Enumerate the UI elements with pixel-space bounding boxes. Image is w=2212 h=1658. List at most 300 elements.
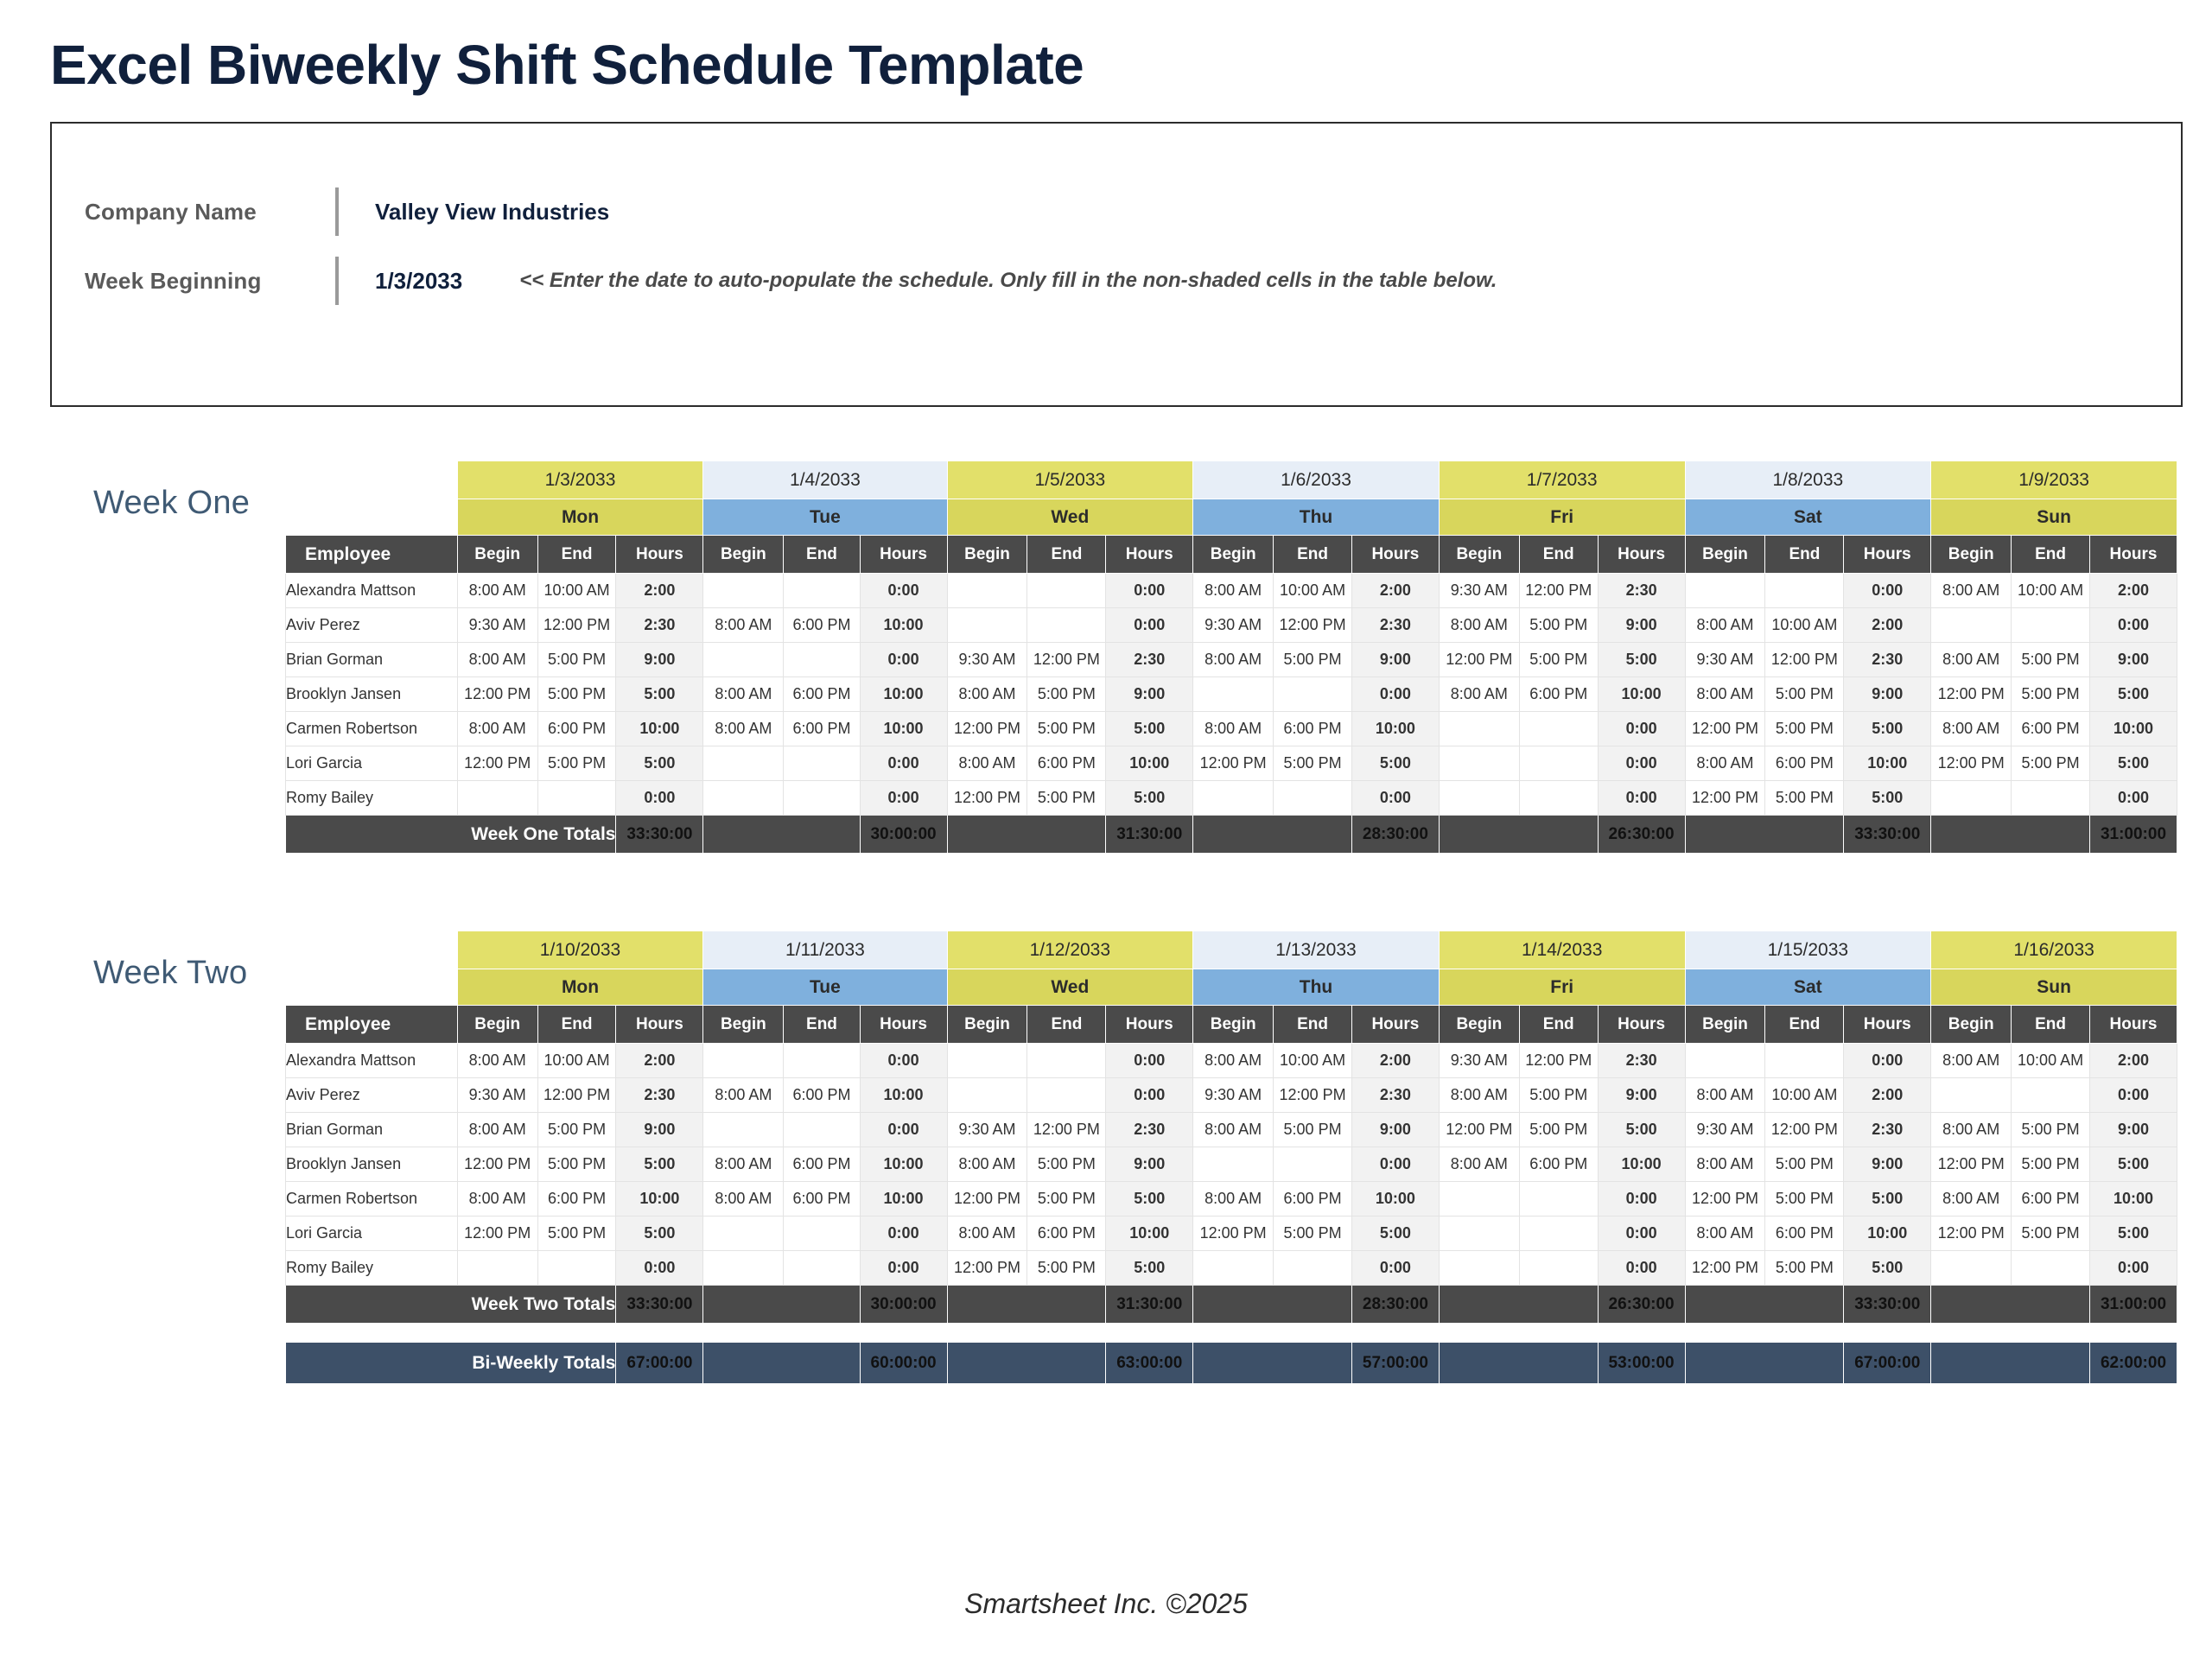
begin-cell[interactable]: 12:00 PM xyxy=(947,712,1027,746)
week-beginning-value[interactable]: 1/3/2033 xyxy=(375,267,463,294)
end-cell[interactable]: 5:00 PM xyxy=(1274,1113,1352,1147)
column-header-end: End xyxy=(537,536,616,574)
table-row xyxy=(286,1251,2177,1286)
begin-cell[interactable] xyxy=(947,1078,1027,1113)
hours-cell: 9:00 xyxy=(1351,1113,1439,1147)
column-header-begin: Begin xyxy=(1685,536,1765,574)
biweekly-total: 63:00:00 xyxy=(1106,1343,1193,1384)
begin-cell[interactable] xyxy=(947,608,1027,643)
begin-cell[interactable]: 8:00 AM xyxy=(1931,1182,2012,1217)
end-cell[interactable] xyxy=(784,1044,860,1078)
begin-cell[interactable] xyxy=(703,1044,784,1078)
end-cell[interactable]: 6:00 PM xyxy=(2012,1182,2090,1217)
begin-cell[interactable]: 9:30 AM xyxy=(1193,1078,1274,1113)
begin-cell[interactable]: 8:00 AM xyxy=(1439,608,1519,643)
instruction-text: << Enter the date to auto-populate the schedule. Only fill in the non-shaded cells in the table below. xyxy=(519,269,1497,293)
begin-cell[interactable]: 8:00 AM xyxy=(1931,574,2012,608)
end-cell[interactable]: 5:00 PM xyxy=(1274,1217,1352,1251)
begin-cell[interactable]: 8:00 AM xyxy=(703,1078,784,1113)
begin-cell[interactable]: 9:30 AM xyxy=(947,1113,1027,1147)
hours-cell: 5:00 xyxy=(1844,1182,1931,1217)
begin-cell[interactable]: 12:00 PM xyxy=(1931,1217,2012,1251)
totals-label: Week Two Totals xyxy=(286,1286,616,1324)
end-cell[interactable]: 6:00 PM xyxy=(1519,1147,1598,1182)
begin-cell[interactable] xyxy=(1931,1251,2012,1286)
end-cell[interactable] xyxy=(1027,1044,1106,1078)
end-cell[interactable]: 12:00 PM xyxy=(1027,643,1106,677)
begin-cell[interactable] xyxy=(703,1251,784,1286)
company-name-value[interactable]: Valley View Industries xyxy=(375,198,610,225)
begin-cell[interactable]: 8:00 AM xyxy=(947,1217,1027,1251)
end-cell[interactable] xyxy=(784,643,860,677)
end-cell[interactable]: 5:00 PM xyxy=(1765,1251,1844,1286)
end-cell[interactable] xyxy=(784,574,860,608)
end-cell[interactable]: 10:00 AM xyxy=(1765,608,1844,643)
end-cell[interactable]: 6:00 PM xyxy=(784,1147,860,1182)
begin-cell[interactable]: 9:30 AM xyxy=(1439,1044,1519,1078)
end-cell[interactable]: 5:00 PM xyxy=(1519,608,1598,643)
hours-cell: 0:00 xyxy=(1598,1251,1685,1286)
hours-cell: 5:00 xyxy=(1351,1217,1439,1251)
end-cell[interactable]: 5:00 PM xyxy=(1027,1147,1106,1182)
employee-name: Brooklyn Jansen xyxy=(286,1147,458,1182)
begin-cell[interactable]: 8:00 AM xyxy=(1931,1044,2012,1078)
begin-cell[interactable]: 8:00 AM xyxy=(1439,677,1519,712)
end-cell[interactable] xyxy=(537,781,616,816)
hours-cell: 2:00 xyxy=(2089,574,2177,608)
hours-cell: 9:00 xyxy=(2089,643,2177,677)
begin-cell[interactable] xyxy=(1193,1147,1274,1182)
column-header-end: End xyxy=(1519,536,1598,574)
end-cell[interactable] xyxy=(784,1113,860,1147)
end-cell[interactable]: 10:00 AM xyxy=(2012,574,2090,608)
begin-cell[interactable] xyxy=(1193,781,1274,816)
end-cell[interactable]: 5:00 PM xyxy=(537,677,616,712)
begin-cell[interactable]: 8:00 AM xyxy=(947,1147,1027,1182)
begin-cell[interactable] xyxy=(703,1217,784,1251)
begin-cell[interactable]: 8:00 AM xyxy=(1931,643,2012,677)
end-cell[interactable]: 5:00 PM xyxy=(1765,1182,1844,1217)
begin-cell[interactable]: 9:30 AM xyxy=(1439,574,1519,608)
column-header-hours: Hours xyxy=(1106,1006,1193,1044)
end-cell[interactable]: 12:00 PM xyxy=(1519,1044,1598,1078)
end-cell[interactable]: 5:00 PM xyxy=(1765,781,1844,816)
end-cell[interactable]: 12:00 PM xyxy=(1765,643,1844,677)
begin-cell[interactable]: 8:00 AM xyxy=(947,746,1027,781)
end-cell[interactable]: 5:00 PM xyxy=(537,1217,616,1251)
end-cell[interactable]: 5:00 PM xyxy=(2012,1113,2090,1147)
divider xyxy=(335,187,339,236)
begin-cell[interactable]: 8:00 AM xyxy=(457,1182,537,1217)
hours-cell: 0:00 xyxy=(2089,1251,2177,1286)
begin-cell[interactable]: 12:00 PM xyxy=(1685,1251,1765,1286)
end-cell[interactable]: 6:00 PM xyxy=(2012,712,2090,746)
biweekly-totals-row xyxy=(286,1343,2177,1384)
end-cell[interactable] xyxy=(1519,1217,1598,1251)
hours-cell: 10:00 xyxy=(2089,712,2177,746)
end-cell[interactable] xyxy=(1027,1078,1106,1113)
week-beginning-label: Week Beginning xyxy=(85,267,262,294)
begin-cell[interactable] xyxy=(1193,677,1274,712)
begin-cell[interactable]: 12:00 PM xyxy=(1931,746,2012,781)
begin-cell[interactable]: 8:00 AM xyxy=(457,712,537,746)
end-cell[interactable]: 5:00 PM xyxy=(1274,746,1352,781)
end-cell[interactable]: 5:00 PM xyxy=(1765,712,1844,746)
begin-cell[interactable] xyxy=(1439,712,1519,746)
begin-cell[interactable]: 9:30 AM xyxy=(947,643,1027,677)
end-cell[interactable]: 5:00 PM xyxy=(1027,677,1106,712)
hours-cell: 10:00 xyxy=(1844,1217,1931,1251)
end-cell[interactable]: 6:00 PM xyxy=(1274,712,1352,746)
begin-cell[interactable]: 8:00 AM xyxy=(703,1147,784,1182)
table-row xyxy=(286,608,2177,643)
begin-cell[interactable] xyxy=(1685,1044,1765,1078)
end-cell[interactable]: 5:00 PM xyxy=(2012,1217,2090,1251)
column-header-begin: Begin xyxy=(947,1006,1027,1044)
hours-cell: 2:00 xyxy=(1844,1078,1931,1113)
begin-cell[interactable] xyxy=(1931,608,2012,643)
hours-cell: 10:00 xyxy=(860,1078,947,1113)
begin-cell[interactable]: 8:00 AM xyxy=(1931,712,2012,746)
end-cell[interactable]: 6:00 PM xyxy=(784,608,860,643)
day-header: Thu xyxy=(1193,499,1440,536)
end-cell[interactable]: 5:00 PM xyxy=(1027,1251,1106,1286)
end-cell[interactable]: 5:00 PM xyxy=(1519,643,1598,677)
hours-cell: 10:00 xyxy=(860,1147,947,1182)
begin-cell[interactable]: 9:30 AM xyxy=(457,608,537,643)
hours-cell: 9:00 xyxy=(1598,608,1685,643)
hours-cell: 9:00 xyxy=(1351,643,1439,677)
end-cell[interactable]: 6:00 PM xyxy=(1765,1217,1844,1251)
hours-cell: 2:30 xyxy=(1351,608,1439,643)
begin-cell[interactable] xyxy=(1439,746,1519,781)
begin-cell[interactable]: 12:00 PM xyxy=(947,1251,1027,1286)
begin-cell[interactable]: 9:30 AM xyxy=(457,1078,537,1113)
end-cell[interactable]: 5:00 PM xyxy=(1765,677,1844,712)
hours-cell: 0:00 xyxy=(860,1113,947,1147)
begin-cell[interactable] xyxy=(1439,1217,1519,1251)
end-cell[interactable] xyxy=(2012,1078,2090,1113)
end-cell[interactable] xyxy=(2012,781,2090,816)
begin-cell[interactable]: 8:00 AM xyxy=(1193,643,1274,677)
end-cell[interactable]: 12:00 PM xyxy=(537,1078,616,1113)
begin-cell[interactable] xyxy=(703,1113,784,1147)
employee-name: Lori Garcia xyxy=(286,746,458,781)
end-cell[interactable]: 5:00 PM xyxy=(2012,746,2090,781)
hours-cell: 10:00 xyxy=(860,677,947,712)
table-row xyxy=(286,781,2177,816)
hours-cell: 10:00 xyxy=(1351,712,1439,746)
column-header-end: End xyxy=(2012,536,2090,574)
begin-cell[interactable]: 12:00 PM xyxy=(457,677,537,712)
hours-cell: 9:00 xyxy=(616,1113,703,1147)
hours-cell: 5:00 xyxy=(1844,1251,1931,1286)
hours-cell: 10:00 xyxy=(1106,1217,1193,1251)
hours-cell: 10:00 xyxy=(616,712,703,746)
begin-cell[interactable]: 12:00 PM xyxy=(1439,643,1519,677)
begin-cell[interactable]: 8:00 AM xyxy=(1685,746,1765,781)
end-cell[interactable]: 6:00 PM xyxy=(537,712,616,746)
column-header-end: End xyxy=(1027,536,1106,574)
end-cell[interactable] xyxy=(2012,608,2090,643)
end-cell[interactable]: 6:00 PM xyxy=(1519,677,1598,712)
begin-cell[interactable]: 9:30 AM xyxy=(1685,1113,1765,1147)
begin-cell[interactable] xyxy=(947,574,1027,608)
date-header: 1/5/2033 xyxy=(947,461,1193,499)
begin-cell[interactable]: 8:00 AM xyxy=(1685,1078,1765,1113)
end-cell[interactable] xyxy=(1274,677,1352,712)
end-cell[interactable] xyxy=(1027,608,1106,643)
total-hours: 33:30:00 xyxy=(616,1286,703,1324)
end-cell[interactable] xyxy=(1519,1251,1598,1286)
hours-cell: 9:00 xyxy=(1106,1147,1193,1182)
end-cell[interactable] xyxy=(784,781,860,816)
end-cell[interactable]: 6:00 PM xyxy=(1274,1182,1352,1217)
begin-cell[interactable]: 8:00 AM xyxy=(947,677,1027,712)
begin-cell[interactable]: 8:00 AM xyxy=(457,643,537,677)
begin-cell[interactable]: 8:00 AM xyxy=(1193,1113,1274,1147)
end-cell[interactable]: 6:00 PM xyxy=(1027,746,1106,781)
end-cell[interactable] xyxy=(784,1217,860,1251)
hours-cell: 0:00 xyxy=(860,746,947,781)
table-row xyxy=(286,1147,2177,1182)
date-header: 1/10/2033 xyxy=(457,931,703,969)
begin-cell[interactable] xyxy=(703,643,784,677)
column-header-hours: Hours xyxy=(1106,536,1193,574)
table-row xyxy=(286,677,2177,712)
end-cell[interactable]: 12:00 PM xyxy=(1027,1113,1106,1147)
end-cell[interactable]: 5:00 PM xyxy=(1274,643,1352,677)
date-header: 1/7/2033 xyxy=(1439,461,1685,499)
end-cell[interactable]: 10:00 AM xyxy=(1274,1044,1352,1078)
total-hours: 33:30:00 xyxy=(616,816,703,854)
end-cell[interactable]: 5:00 PM xyxy=(1027,781,1106,816)
totals-label: Week One Totals xyxy=(286,816,616,854)
company-info-box xyxy=(50,122,2183,407)
hours-cell: 5:00 xyxy=(1598,1113,1685,1147)
total-hours: 28:30:00 xyxy=(1351,816,1439,854)
total-hours: 31:30:00 xyxy=(1106,1286,1193,1324)
begin-cell[interactable]: 8:00 AM xyxy=(1439,1147,1519,1182)
biweekly-total: 67:00:00 xyxy=(616,1343,703,1384)
end-cell[interactable]: 6:00 PM xyxy=(1027,1217,1106,1251)
column-header-end: End xyxy=(1274,1006,1352,1044)
begin-cell[interactable]: 8:00 AM xyxy=(457,574,537,608)
hours-cell: 10:00 xyxy=(1598,677,1685,712)
end-cell[interactable] xyxy=(537,1251,616,1286)
column-header-begin: Begin xyxy=(703,536,784,574)
begin-cell[interactable]: 12:00 PM xyxy=(1685,1182,1765,1217)
hours-cell: 0:00 xyxy=(1598,1182,1685,1217)
end-cell[interactable] xyxy=(2012,1251,2090,1286)
begin-cell[interactable]: 9:30 AM xyxy=(1685,643,1765,677)
begin-cell[interactable]: 9:30 AM xyxy=(1193,608,1274,643)
end-cell[interactable] xyxy=(1765,1044,1844,1078)
end-cell[interactable]: 10:00 AM xyxy=(537,574,616,608)
end-cell[interactable] xyxy=(1519,746,1598,781)
week-one-section xyxy=(88,461,2177,867)
employee-name: Carmen Robertson xyxy=(286,712,458,746)
hours-cell: 9:00 xyxy=(1844,677,1931,712)
week-one-totals-row xyxy=(286,816,2177,854)
biweekly-label: Bi-Weekly Totals xyxy=(286,1343,616,1384)
hours-cell: 5:00 xyxy=(2089,746,2177,781)
end-cell[interactable]: 5:00 PM xyxy=(1519,1113,1598,1147)
column-header-hours: Hours xyxy=(616,1006,703,1044)
begin-cell[interactable]: 8:00 AM xyxy=(703,608,784,643)
page-title: Excel Biweekly Shift Schedule Template xyxy=(50,34,1084,96)
end-cell[interactable] xyxy=(1519,712,1598,746)
begin-cell[interactable] xyxy=(1931,1078,2012,1113)
end-cell[interactable]: 10:00 AM xyxy=(1765,1078,1844,1113)
hours-cell: 0:00 xyxy=(1598,1217,1685,1251)
table-row xyxy=(286,574,2177,608)
table-row xyxy=(286,1044,2177,1078)
end-cell[interactable]: 5:00 PM xyxy=(537,1113,616,1147)
day-header: Sat xyxy=(1685,969,1931,1006)
end-cell[interactable]: 6:00 PM xyxy=(784,677,860,712)
begin-cell[interactable]: 8:00 AM xyxy=(457,1044,537,1078)
begin-cell[interactable]: 8:00 AM xyxy=(1193,1044,1274,1078)
day-header: Mon xyxy=(457,969,703,1006)
begin-cell[interactable] xyxy=(703,574,784,608)
end-cell[interactable] xyxy=(1027,574,1106,608)
end-cell[interactable] xyxy=(784,1251,860,1286)
column-header-hours: Hours xyxy=(1844,536,1931,574)
begin-cell[interactable]: 12:00 PM xyxy=(457,746,537,781)
hours-cell: 2:00 xyxy=(616,1044,703,1078)
hours-cell: 9:00 xyxy=(1106,677,1193,712)
column-header-end: End xyxy=(2012,1006,2090,1044)
week-two-title: Week Two xyxy=(93,955,248,992)
begin-cell[interactable]: 12:00 PM xyxy=(1193,746,1274,781)
hours-cell: 5:00 xyxy=(2089,1217,2177,1251)
begin-cell[interactable]: 8:00 AM xyxy=(1193,1182,1274,1217)
begin-cell[interactable]: 8:00 AM xyxy=(1193,574,1274,608)
begin-cell[interactable] xyxy=(703,781,784,816)
employee-name: Brian Gorman xyxy=(286,643,458,677)
begin-cell[interactable] xyxy=(1439,781,1519,816)
end-cell[interactable]: 5:00 PM xyxy=(1027,712,1106,746)
begin-cell[interactable]: 8:00 AM xyxy=(1685,1217,1765,1251)
column-header-end: End xyxy=(1519,1006,1598,1044)
end-cell[interactable] xyxy=(1274,781,1352,816)
begin-cell[interactable]: 8:00 AM xyxy=(703,677,784,712)
begin-cell[interactable]: 8:00 AM xyxy=(1685,677,1765,712)
employee-name: Lori Garcia xyxy=(286,1217,458,1251)
end-cell[interactable]: 5:00 PM xyxy=(1765,1147,1844,1182)
end-cell[interactable]: 12:00 PM xyxy=(1274,1078,1352,1113)
begin-cell[interactable] xyxy=(1439,1182,1519,1217)
begin-cell[interactable] xyxy=(1931,781,2012,816)
end-cell[interactable]: 6:00 PM xyxy=(1765,746,1844,781)
total-hours: 30:00:00 xyxy=(860,1286,947,1324)
begin-cell[interactable]: 8:00 AM xyxy=(1193,712,1274,746)
hours-cell: 0:00 xyxy=(2089,608,2177,643)
week-beginning-row xyxy=(85,246,2181,315)
w2-date-header-row xyxy=(286,931,2177,969)
day-header: Wed xyxy=(947,499,1193,536)
begin-cell[interactable]: 8:00 AM xyxy=(1439,1078,1519,1113)
end-cell[interactable]: 6:00 PM xyxy=(784,1182,860,1217)
begin-cell[interactable]: 12:00 PM xyxy=(1685,712,1765,746)
hours-cell: 10:00 xyxy=(1351,1182,1439,1217)
employee-name: Alexandra Mattson xyxy=(286,1044,458,1078)
begin-cell[interactable] xyxy=(1439,1251,1519,1286)
end-cell[interactable]: 5:00 PM xyxy=(2012,1147,2090,1182)
hours-cell: 5:00 xyxy=(1106,781,1193,816)
begin-cell[interactable] xyxy=(457,1251,537,1286)
begin-cell[interactable] xyxy=(1685,574,1765,608)
end-cell[interactable]: 6:00 PM xyxy=(537,1182,616,1217)
begin-cell[interactable] xyxy=(1193,1251,1274,1286)
begin-cell[interactable]: 12:00 PM xyxy=(1931,677,2012,712)
end-cell[interactable]: 6:00 PM xyxy=(784,1078,860,1113)
end-cell[interactable]: 5:00 PM xyxy=(537,746,616,781)
total-hours: 33:30:00 xyxy=(1844,1286,1931,1324)
begin-cell[interactable]: 12:00 PM xyxy=(1685,781,1765,816)
end-cell[interactable]: 5:00 PM xyxy=(1027,1182,1106,1217)
end-cell[interactable]: 5:00 PM xyxy=(537,1147,616,1182)
end-cell[interactable]: 12:00 PM xyxy=(1765,1113,1844,1147)
end-cell[interactable]: 5:00 PM xyxy=(2012,677,2090,712)
end-cell[interactable] xyxy=(1519,781,1598,816)
begin-cell[interactable]: 8:00 AM xyxy=(457,1113,537,1147)
begin-cell[interactable]: 12:00 PM xyxy=(457,1147,537,1182)
end-cell[interactable] xyxy=(1519,1182,1598,1217)
end-cell[interactable]: 5:00 PM xyxy=(537,643,616,677)
begin-cell[interactable]: 8:00 AM xyxy=(703,712,784,746)
biweekly-total: 62:00:00 xyxy=(2089,1343,2177,1384)
begin-cell[interactable]: 8:00 AM xyxy=(703,1182,784,1217)
hours-cell: 2:30 xyxy=(1598,574,1685,608)
begin-cell[interactable]: 12:00 PM xyxy=(1439,1113,1519,1147)
total-hours: 31:00:00 xyxy=(2089,1286,2177,1324)
hours-cell: 0:00 xyxy=(1844,574,1931,608)
date-header: 1/16/2033 xyxy=(1931,931,2177,969)
hours-cell: 0:00 xyxy=(1351,1251,1439,1286)
end-cell[interactable]: 10:00 AM xyxy=(1274,574,1352,608)
end-cell[interactable] xyxy=(1765,574,1844,608)
begin-cell[interactable]: 8:00 AM xyxy=(1685,608,1765,643)
begin-cell[interactable]: 8:00 AM xyxy=(1931,1113,2012,1147)
begin-cell[interactable]: 12:00 PM xyxy=(1931,1147,2012,1182)
end-cell[interactable]: 10:00 AM xyxy=(537,1044,616,1078)
hours-cell: 0:00 xyxy=(1351,677,1439,712)
end-cell[interactable]: 6:00 PM xyxy=(784,712,860,746)
end-cell[interactable]: 12:00 PM xyxy=(1519,574,1598,608)
column-header-hours: Hours xyxy=(2089,536,2177,574)
end-cell[interactable]: 12:00 PM xyxy=(537,608,616,643)
end-cell[interactable] xyxy=(784,746,860,781)
begin-cell[interactable] xyxy=(457,781,537,816)
end-cell[interactable] xyxy=(1274,1251,1352,1286)
begin-cell[interactable]: 12:00 PM xyxy=(1193,1217,1274,1251)
begin-cell[interactable]: 12:00 PM xyxy=(947,1182,1027,1217)
begin-cell[interactable]: 12:00 PM xyxy=(457,1217,537,1251)
end-cell[interactable]: 12:00 PM xyxy=(1274,608,1352,643)
end-cell[interactable] xyxy=(1274,1147,1352,1182)
begin-cell[interactable] xyxy=(703,746,784,781)
end-cell[interactable]: 5:00 PM xyxy=(2012,643,2090,677)
end-cell[interactable]: 10:00 AM xyxy=(2012,1044,2090,1078)
begin-cell[interactable]: 12:00 PM xyxy=(947,781,1027,816)
end-cell[interactable]: 5:00 PM xyxy=(1519,1078,1598,1113)
begin-cell[interactable]: 8:00 AM xyxy=(1685,1147,1765,1182)
begin-cell[interactable] xyxy=(947,1044,1027,1078)
column-header-employee: Employee xyxy=(286,1006,458,1044)
date-header: 1/14/2033 xyxy=(1439,931,1685,969)
